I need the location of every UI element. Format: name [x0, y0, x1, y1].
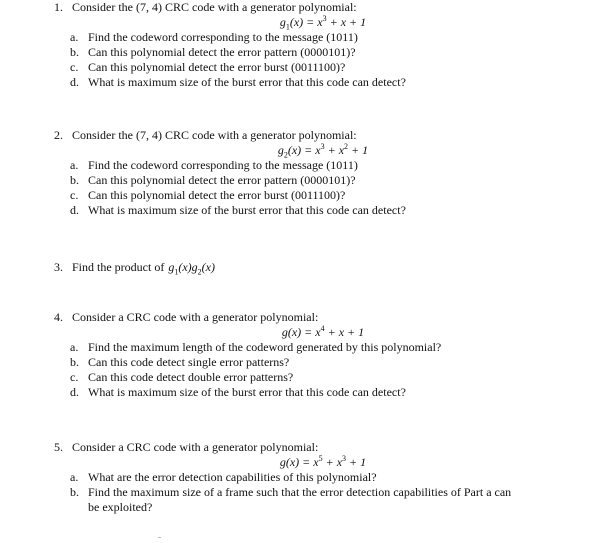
- part-a: [70, 158, 574, 173]
- part-letter: d.: [70, 203, 79, 217]
- part-c: [70, 370, 574, 385]
- question-number: 1.: [54, 0, 63, 14]
- question-text: Consider a CRC code with a generator polynomial:: [72, 310, 319, 324]
- part-text: Can this polynomial detect the error burst (0011100)?: [88, 188, 346, 202]
- part-d: [70, 385, 574, 400]
- question-number: 4.: [54, 310, 63, 324]
- question-3-head: [54, 260, 574, 279]
- formula: $g(x) = x^4 + x + 1$: [281, 324, 365, 339]
- question-text: Consider the (7, 4) CRC code with a generator polynomial:: [72, 0, 357, 14]
- question-2: [54, 128, 574, 218]
- question-3: [54, 260, 574, 279]
- part-text: Can this code detect single error patterns?: [88, 355, 290, 369]
- part-b: [70, 173, 574, 188]
- part-text: Can this polynomial detect the error burst (0011100)?: [88, 60, 346, 74]
- question-text: Consider a CRC code with a generator polynomial:: [72, 440, 319, 454]
- part-letter: b.: [70, 45, 79, 59]
- question-text: Find the product of: [72, 260, 165, 274]
- part-letter: c.: [70, 370, 79, 384]
- part-a: [70, 30, 574, 45]
- question-2-head: [54, 128, 574, 143]
- formula: $g_1(x) = x^3 + x + 1$: [279, 14, 367, 32]
- part-text: What is maximum size of the burst error that this code can detect?: [88, 75, 406, 89]
- question-1: [54, 0, 574, 90]
- question-number: 2.: [54, 128, 63, 142]
- question-5-head: [54, 440, 574, 455]
- part-a: [70, 340, 574, 355]
- part-letter: d.: [70, 385, 79, 399]
- formula: $g_2(x) = x^3 + x^2 + 1$: [277, 142, 369, 160]
- part-text: What is maximum size of the burst error that this code can detect?: [88, 385, 406, 399]
- part-a: [70, 470, 574, 485]
- question-text: Consider the (7, 4) CRC code with a generator polynomial:: [72, 128, 357, 142]
- part-letter: b.: [70, 485, 79, 499]
- part-b: [70, 485, 574, 515]
- part-text: What are the error detection capabilities of this polynomial?: [88, 470, 377, 484]
- part-b: [70, 45, 574, 60]
- part-letter: a.: [70, 340, 79, 354]
- part-d: [70, 75, 574, 90]
- part-letter: d.: [70, 75, 79, 89]
- question-1-head: [54, 0, 574, 15]
- page-mark: [158, 537, 161, 538]
- part-text: Find the maximum size of a frame such that the error detection capabilities of Part a can be exploited?: [88, 485, 512, 514]
- question-5: [54, 440, 574, 515]
- part-text: Can this polynomial detect the error pattern (0000101)?: [88, 45, 356, 59]
- part-letter: c.: [70, 60, 79, 74]
- part-b: [70, 355, 574, 370]
- part-text: What is maximum size of the burst error that this code can detect?: [88, 203, 406, 217]
- part-text: Find the codeword corresponding to the message (1011): [88, 158, 358, 172]
- part-letter: a.: [70, 158, 79, 172]
- part-letter: a.: [70, 30, 79, 44]
- part-c: [70, 188, 574, 203]
- part-letter: c.: [70, 188, 79, 202]
- question-number: 3.: [54, 260, 63, 274]
- part-letter: a.: [70, 470, 79, 484]
- part-d: [70, 203, 574, 218]
- inline-formula: $g_1(x)g_2(x)$: [168, 260, 215, 277]
- part-text: Can this code detect double error patterns?: [88, 370, 294, 384]
- question-number: 5.: [54, 440, 63, 454]
- question-4-head: [54, 310, 574, 325]
- formula: $g(x) = x^5 + x^3 + 1$: [279, 454, 367, 469]
- part-c: [70, 60, 574, 75]
- part-letter: b.: [70, 355, 79, 369]
- part-text: Find the maximum length of the codeword generated by this polynomial?: [88, 340, 442, 354]
- part-text: Find the codeword corresponding to the message (1011): [88, 30, 358, 44]
- question-4: [54, 310, 574, 400]
- part-letter: b.: [70, 173, 79, 187]
- part-text: Can this polynomial detect the error pattern (0000101)?: [88, 173, 356, 187]
